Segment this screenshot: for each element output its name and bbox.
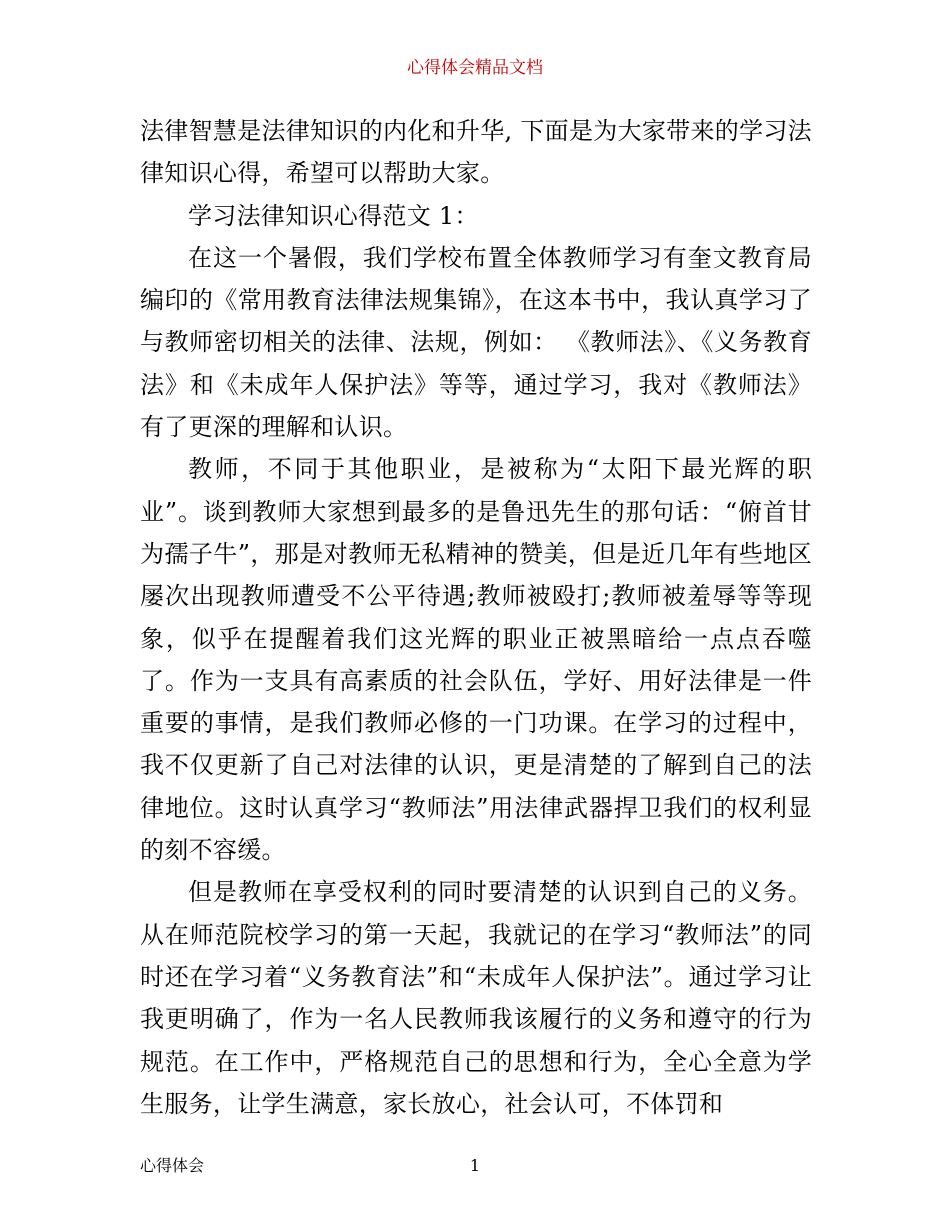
intro-paragraph: 法律智慧是法律知识的内化和升华, 下面是为大家带来的学习法律知识心得，希望可以帮助大家。 <box>140 117 812 188</box>
body-paragraph: 在这一个暑假，我们学校布置全体教师学习有奎文教育局编印的《常用教育法律法规集锦》，在这本书中，我认真学习了与教师密切相关的法律、法规，例如： 《教师法》、《义务教育法》和《未成年人保护法》等等，通过学习，我对《教师法》有了更深的理解和认识。 <box>140 243 812 442</box>
section-heading: 学习法律知识心得范文 1： <box>188 201 479 230</box>
body-paragraph: 教师，不同于其他职业，是被称为“太阳下最光辉的职业”。谈到教师大家想到最多的是鲁迅先生的那句话：“俯首甘为孺子牛”，那是对教师无私精神的赞美，但是近几年有些地区屡次出现教师遭受不公平待遇;教师被殴打;教师被羞辱等等现象，似乎在提醒着我们这光辉的职业正被黑暗给一点点吞噬了。作为一支具有高素质的社会队伍，学好、用好法律是一件重要的事情，是我们教师必修的一门功课。在学习的过程中，我不仅更新了自己对法律的认识，更是清楚的了解到自己的法律地位。这时认真学习“教师法”用法律武器捍卫我们的权利显的刻不容缓。 <box>140 455 812 865</box>
footer-label: 心得体会 <box>140 1156 205 1175</box>
body-paragraph: 但是教师在享受权利的同时要清楚的认识到自己的义务。从在师范院校学习的第一天起，我就记的在学习“教师法”的同时还在学习着“义务教育法”和“未成年人保护法”。通过学习让我更明确了，作为一名人民教师我该履行的义务和遵守的行为规范。在工作中，严格规范自己的思想和行为，全心全意为学生服务，让学生满意，家长放心，社会认可，不体罚和 <box>140 878 812 1118</box>
document-body <box>140 110 812 1125</box>
page-header: 心得体会精品文档 <box>407 58 543 78</box>
page-number: 1 <box>469 1156 481 1175</box>
